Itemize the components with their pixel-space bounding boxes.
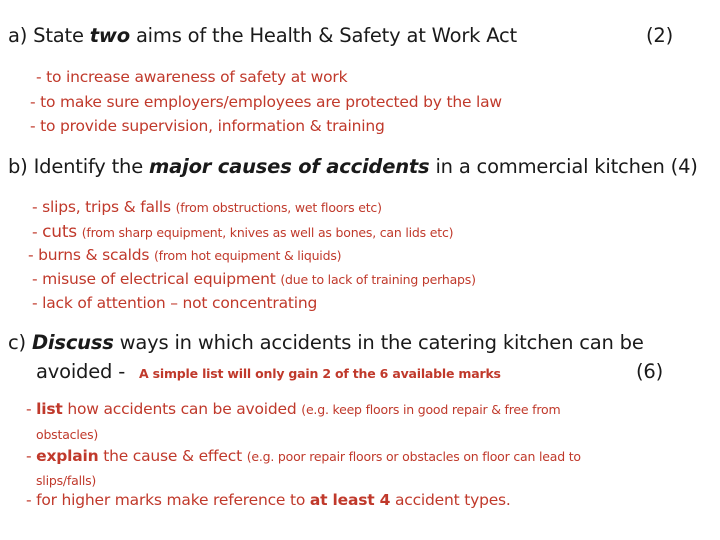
answer-b-2-main: cuts	[42, 222, 77, 242]
question-a	[8, 24, 517, 47]
answer-c-3-post: accident types.	[394, 491, 511, 509]
answer-a-3: - to provide supervision, information & training	[30, 117, 385, 135]
answer-c-1	[26, 400, 560, 418]
question-a-marks: (2)	[646, 24, 674, 47]
answer-c-2-note2: slips/falls)	[36, 473, 97, 488]
answer-c-2-text: the cause & effect	[103, 447, 242, 465]
answer-c-2	[26, 447, 581, 465]
answer-c-1-text: how accidents can be avoided	[67, 400, 297, 418]
answer-c-1-dash: -	[26, 400, 32, 418]
question-c-note: A simple list will only gain 2 of the 6 available marks	[139, 366, 501, 381]
question-a-emphasis: two	[89, 24, 130, 47]
answer-b-4-main: - misuse of electrical equipment	[32, 270, 276, 288]
answer-c-1-note2: obstacles)	[36, 427, 99, 442]
answer-c-1-note-cont	[36, 425, 98, 443]
answer-b-5	[32, 294, 317, 312]
question-c-avoided: avoided -	[36, 360, 126, 383]
answer-c-3-pre: - for higher marks make reference to	[26, 491, 306, 509]
answer-c-2-key: explain	[36, 447, 99, 465]
question-c-line2	[36, 360, 501, 383]
question-c-label: c)	[8, 331, 26, 354]
answer-b-1-main: - slips, trips & falls	[32, 198, 171, 216]
answer-c-2-note-cont	[36, 471, 96, 489]
answer-b-2	[32, 222, 453, 242]
question-b-pre: Identify the	[33, 155, 144, 178]
question-b-emphasis: major causes of accidents	[149, 155, 430, 178]
answer-c-3-key: at least 4	[309, 491, 391, 509]
answer-c-3	[26, 491, 511, 509]
question-a-label: a)	[8, 24, 28, 47]
question-b-label: b)	[8, 155, 28, 178]
question-a-post: aims of the Health & Safety at Work Act	[135, 24, 517, 47]
answer-b-3	[28, 246, 341, 264]
answer-b-3-note: (from hot equipment & liquids)	[153, 248, 342, 263]
answer-b-4-note: (due to lack of training perhaps)	[280, 272, 476, 287]
question-a-pre: State	[33, 24, 84, 47]
answer-c-2-dash: -	[26, 447, 32, 465]
answer-b-2-dash: -	[32, 223, 43, 241]
question-c-emphasis: Discuss	[31, 331, 114, 354]
answer-b-1	[32, 198, 382, 216]
answer-a-1: - to increase awareness of safety at work	[36, 68, 348, 86]
answer-c-1-note: (e.g. keep floors in good repair & free from	[301, 402, 561, 417]
answer-b-5-main: - lack of attention – not concentrating	[32, 294, 318, 312]
question-c-post: ways in which accidents in the catering kitchen can be	[119, 331, 644, 354]
answer-b-1-note: (from obstructions, wet floors etc)	[175, 200, 382, 215]
answer-b-4	[32, 270, 476, 288]
question-c	[8, 331, 644, 354]
question-c-marks: (6)	[636, 360, 664, 383]
question-b	[8, 155, 698, 178]
answer-c-1-key: list	[36, 400, 63, 418]
answer-a-2: - to make sure employers/employees are protected by the law	[30, 93, 502, 111]
answer-b-2-note: (from sharp equipment, knives as well as bones, can lids etc)	[81, 225, 454, 240]
answer-b-3-main: - burns & scalds	[28, 246, 150, 264]
answer-c-2-note: (e.g. poor repair floors or obstacles on floor can lead to	[246, 449, 581, 464]
question-b-post: in a commercial kitchen (4)	[435, 155, 698, 178]
